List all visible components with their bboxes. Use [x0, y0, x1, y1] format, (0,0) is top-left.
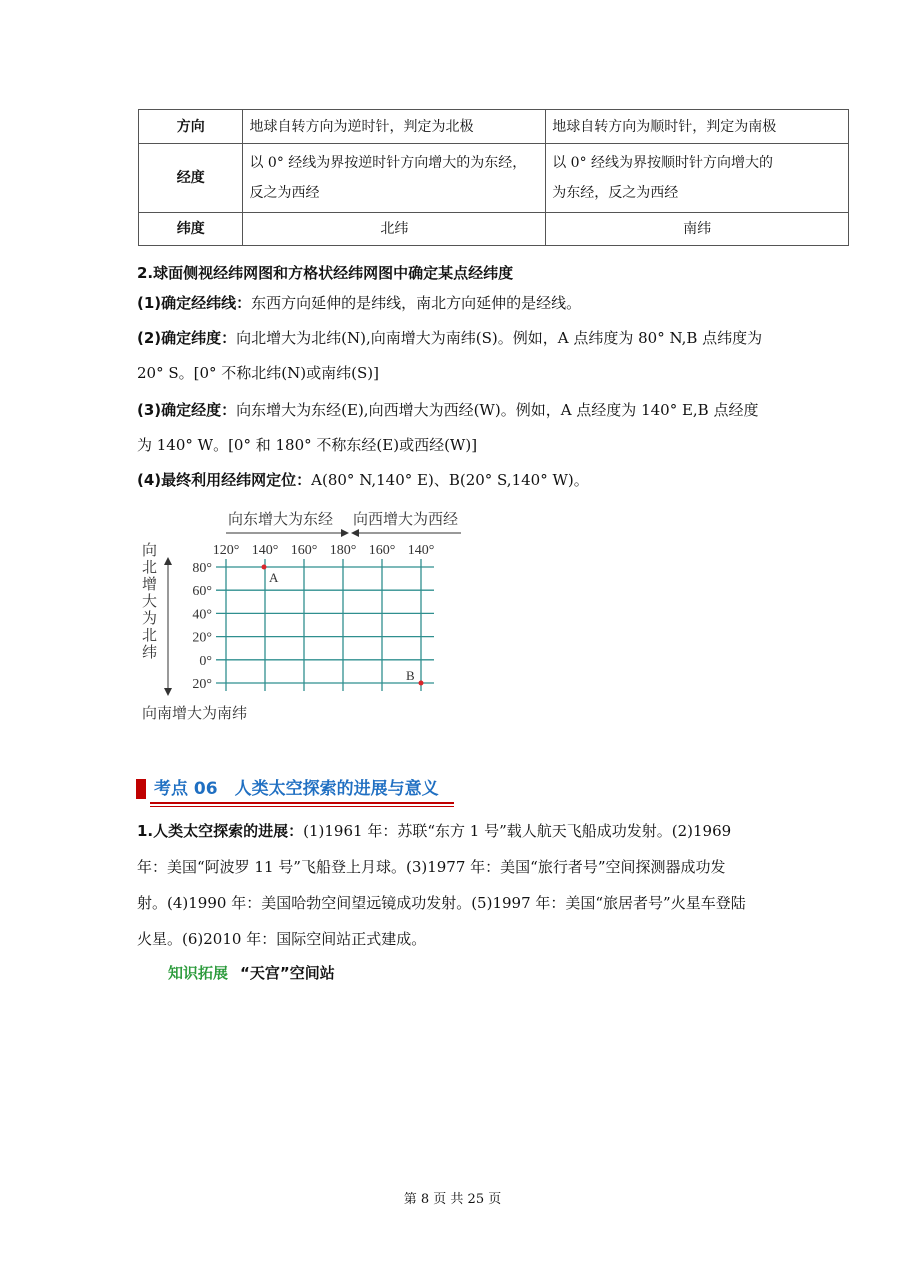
- item-text: 向东增大为东经(E),向西增大为西经(W)。例如，A 点经度为 140° E,B 点经度: [236, 401, 759, 419]
- latitude-label: 0°: [199, 653, 212, 669]
- paragraph-item4: [137, 462, 787, 498]
- item-label: (1)确定经纬线：: [137, 294, 252, 312]
- north-label: [142, 542, 157, 661]
- item-label: 1.人类太空探索的进展：: [137, 822, 304, 840]
- row-header-longitude: 经度: [139, 144, 243, 213]
- longitude-label: 120°: [212, 543, 240, 558]
- south-cell: [546, 144, 849, 213]
- heading-underline: [150, 802, 454, 804]
- section-heading: [136, 775, 454, 803]
- longitude-label: 180°: [329, 543, 357, 558]
- south-cell: 南纬: [546, 213, 849, 246]
- north-cell: 地球自转方向为逆时针，判定为北极: [243, 110, 546, 144]
- knowledge-title: “天宫”空间站: [240, 964, 335, 982]
- cell-line: 反之为西经: [249, 185, 320, 201]
- south-label: 向南增大为南纬: [142, 706, 248, 722]
- section-title: 2.球面侧视经纬网图和方格状经纬网图中确定某点经纬度: [137, 264, 514, 282]
- latitude-label: 20°: [192, 677, 212, 692]
- south-cell: 地球自转方向为顺时针，判定为南极: [546, 110, 849, 144]
- east-label: 向东增大为东经: [228, 512, 334, 528]
- item-label: (2)确定纬度：: [137, 329, 237, 347]
- paragraph-item2: [137, 320, 787, 356]
- space-paragraph-line1: [137, 813, 787, 849]
- item-label: (4)最终利用经纬网定位：: [137, 471, 312, 489]
- west-arrowhead-icon: [351, 529, 359, 537]
- table-row: [139, 110, 849, 144]
- point-a-label: A: [269, 570, 279, 585]
- table-row: [139, 213, 849, 246]
- paragraph-item3: [137, 392, 787, 428]
- longitude-label: 140°: [407, 543, 435, 558]
- space-paragraph-line2: 年：美国“阿波罗 11 号”飞船登上月球。(3)1977 年：美国“旅行者号”空间探测器成功发: [137, 858, 726, 876]
- longitude-label: 140°: [251, 543, 279, 558]
- page-footer: 第 8 页 共 25 页: [403, 1192, 502, 1207]
- paragraph-item3-cont: 为 140° W。[0° 和 180° 不称东经(E)或西经(W)]: [137, 436, 478, 454]
- heading-underline-thin: [150, 806, 454, 807]
- north-arrowhead-icon: [164, 557, 172, 565]
- heading-marker-icon: [136, 779, 146, 799]
- item-label: (3)确定经度：: [137, 401, 237, 419]
- latitude-label: 60°: [192, 584, 212, 600]
- paragraph-item2-cont: 20° S。[0° 不称北纬(N)或南纬(S)]: [137, 364, 379, 382]
- latitude-labels: [192, 561, 212, 692]
- east-arrowhead-icon: [341, 529, 349, 537]
- knowledge-tag: 知识拓展: [168, 964, 229, 982]
- item-text: 向北增大为北纬(N),向南增大为南纬(S)。例如，A 点纬度为 80° N,B 点纬度为: [236, 329, 763, 347]
- lat-lon-grid-diagram: [138, 505, 478, 730]
- cell-line: 以 0° 经线为界按逆时针方向增大的为东经，: [249, 155, 527, 171]
- latitude-label: 40°: [192, 607, 212, 623]
- point-b-marker: [419, 681, 424, 686]
- space-paragraph-line3: 射。(4)1990 年：美国哈勃空间望远镜成功发射。(5)1997 年：美国“旅居者号”火星车登陆: [137, 894, 746, 912]
- cell-line: 以 0° 经线为界按顺时针方向增大的: [552, 155, 774, 171]
- item-text: (1)1961 年：苏联“东方 1 号”载人航天飞船成功发射。(2)1969: [303, 822, 732, 840]
- paragraph-item1: [137, 285, 787, 321]
- item-text: A(80° N,140° E)、B(20° S,140° W)。: [311, 471, 589, 489]
- north-cell: 北纬: [243, 213, 546, 246]
- longitude-labels: [213, 543, 435, 558]
- heading-title: 考点 06 人类太空探索的进展与意义: [154, 779, 439, 799]
- north-label-text: 向北增大为北纬: [142, 543, 158, 661]
- longitude-label: 160°: [368, 543, 396, 558]
- row-header-direction: 方向: [139, 110, 243, 144]
- knowledge-extension: [168, 960, 335, 986]
- south-arrowhead-icon: [164, 688, 172, 696]
- cell-line: 为东经，反之为西经: [552, 185, 679, 201]
- west-label: 向西增大为西经: [353, 512, 459, 528]
- point-b-label: B: [406, 668, 415, 683]
- latitude-label: 20°: [192, 630, 212, 646]
- item-text: 东西方向延伸的是纬线，南北方向延伸的是经线。: [251, 294, 582, 312]
- row-header-latitude: 纬度: [139, 213, 243, 246]
- latitude-label: 80°: [192, 561, 212, 576]
- point-a-marker: [262, 565, 267, 570]
- comparison-table: [138, 109, 849, 246]
- table-row: [139, 144, 849, 213]
- north-cell: [243, 144, 546, 213]
- space-paragraph-line4: 火星。(6)2010 年：国际空间站正式建成。: [137, 930, 427, 948]
- grid-lines: [216, 559, 434, 691]
- longitude-label: 160°: [290, 543, 318, 558]
